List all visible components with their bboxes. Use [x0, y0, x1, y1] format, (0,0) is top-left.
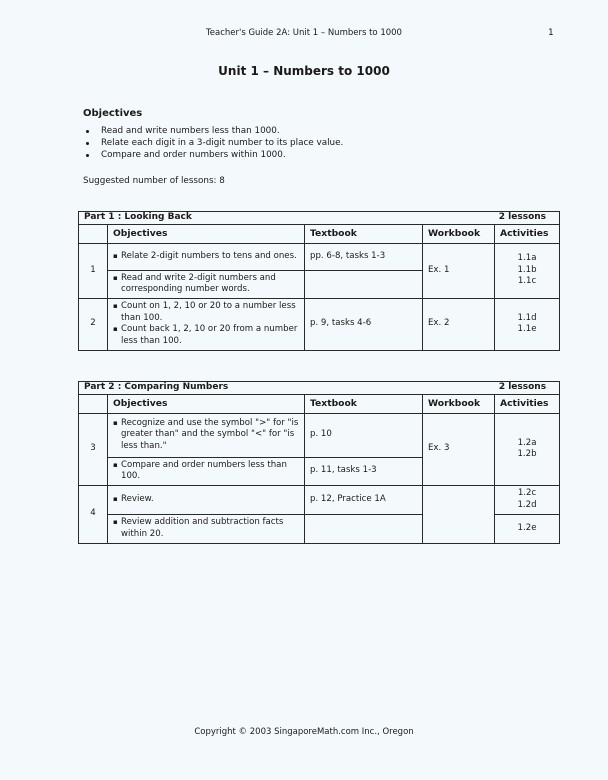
textbook-cell: pp. 6-8, tasks 1-3: [305, 243, 423, 270]
part1-header-row: [79, 212, 560, 225]
part1-title: Part 1 : Looking Back: [84, 212, 192, 222]
textbook-cell: p. 12, Practice 1A: [305, 485, 423, 514]
part2-title: Part 2 : Comparing Numbers: [84, 382, 229, 392]
col-workbook: Workbook: [423, 394, 495, 413]
objective-item: Compare and order numbers within 1000.: [83, 149, 343, 161]
activity-code: 1.2e: [517, 522, 537, 533]
lesson-number: 1: [79, 243, 108, 298]
col-activities: Activities: [495, 394, 560, 413]
textbook-cell: [305, 270, 423, 298]
objective-cell: ▪ Review.: [113, 494, 299, 506]
activity-code: 1.2a: [517, 437, 537, 448]
activity-code: 1.1b: [517, 264, 537, 275]
textbook-cell: p. 11, tasks 1-3: [305, 457, 423, 485]
objective-cell: ▪ Relate 2-digit numbers to tens and ones.: [113, 251, 299, 263]
workbook-cell: Ex. 1: [423, 243, 495, 298]
table-row: [79, 413, 560, 457]
part2-lessons: 2 lessons: [498, 382, 547, 392]
col-workbook: Workbook: [423, 224, 495, 243]
table-row: [79, 298, 560, 350]
copyright-footer: Copyright © 2003 SingaporeMath.com Inc., Oregon: [194, 727, 414, 737]
objective-item: Read and write numbers less than 1000.: [83, 125, 343, 137]
table-row: [79, 485, 560, 514]
suggested-lessons: Suggested number of lessons: 8: [83, 176, 225, 186]
table-column-headers: [79, 394, 560, 413]
textbook-cell: [305, 514, 423, 543]
activity-code: 1.2c: [517, 488, 537, 498]
activity-code: 1.1a: [517, 253, 537, 264]
part1-lessons: 2 lessons: [498, 212, 547, 222]
activity-code: 1.2d: [517, 499, 537, 510]
workbook-cell: Ex. 2: [423, 298, 495, 350]
activity-code: 1.1d: [517, 312, 537, 323]
activity-code: 1.1e: [517, 324, 537, 334]
page-title: Unit 1 – Numbers to 1000: [218, 64, 390, 78]
col-activities: Activities: [495, 224, 560, 243]
objective-cell: ▪ Read and write 2-digit numbers and corresponding number words.: [113, 273, 299, 296]
objective-cell: ▪ Compare and order numbers less than 100.: [113, 460, 299, 483]
activity-code: 1.2b: [517, 449, 537, 459]
table-row: [79, 243, 560, 270]
objectives-list: [83, 125, 343, 161]
part2-header-row: [79, 382, 560, 395]
lesson-number: 2: [79, 298, 108, 350]
objective-cell: ▪ Recognize and use the symbol ">" for "is greater than" and the symbol "<" for "is less than.": [113, 418, 299, 453]
workbook-cell: [423, 485, 495, 543]
running-header: Teacher's Guide 2A: Unit 1 – Numbers to 1000: [206, 28, 402, 38]
col-textbook: Textbook: [305, 224, 423, 243]
table-column-headers: [79, 224, 560, 243]
textbook-cell: p. 10: [305, 413, 423, 457]
objective-cell: ▪ Count back 1, 2, 10 or 20 from a number less than 100.: [113, 324, 299, 347]
col-textbook: Textbook: [305, 394, 423, 413]
objective-cell: ▪ Review addition and subtraction facts within 20.: [113, 517, 299, 540]
part2-table: [78, 381, 560, 544]
lesson-number: 4: [79, 485, 108, 543]
textbook-cell: p. 9, tasks 4-6: [305, 298, 423, 350]
activity-code: 1.1c: [517, 276, 537, 287]
page-number: 1: [548, 28, 554, 38]
workbook-cell: Ex. 3: [423, 413, 495, 485]
col-objectives: Objectives: [108, 394, 305, 413]
col-objectives: Objectives: [108, 224, 305, 243]
part1-table: [78, 211, 560, 351]
objective-item: Relate each digit in a 3-digit number to its place value.: [83, 137, 343, 149]
objective-cell: ▪ Count on 1, 2, 10 or 20 to a number less than 100.: [113, 301, 299, 324]
objectives-heading: Objectives: [83, 108, 143, 119]
lesson-number: 3: [79, 413, 108, 485]
